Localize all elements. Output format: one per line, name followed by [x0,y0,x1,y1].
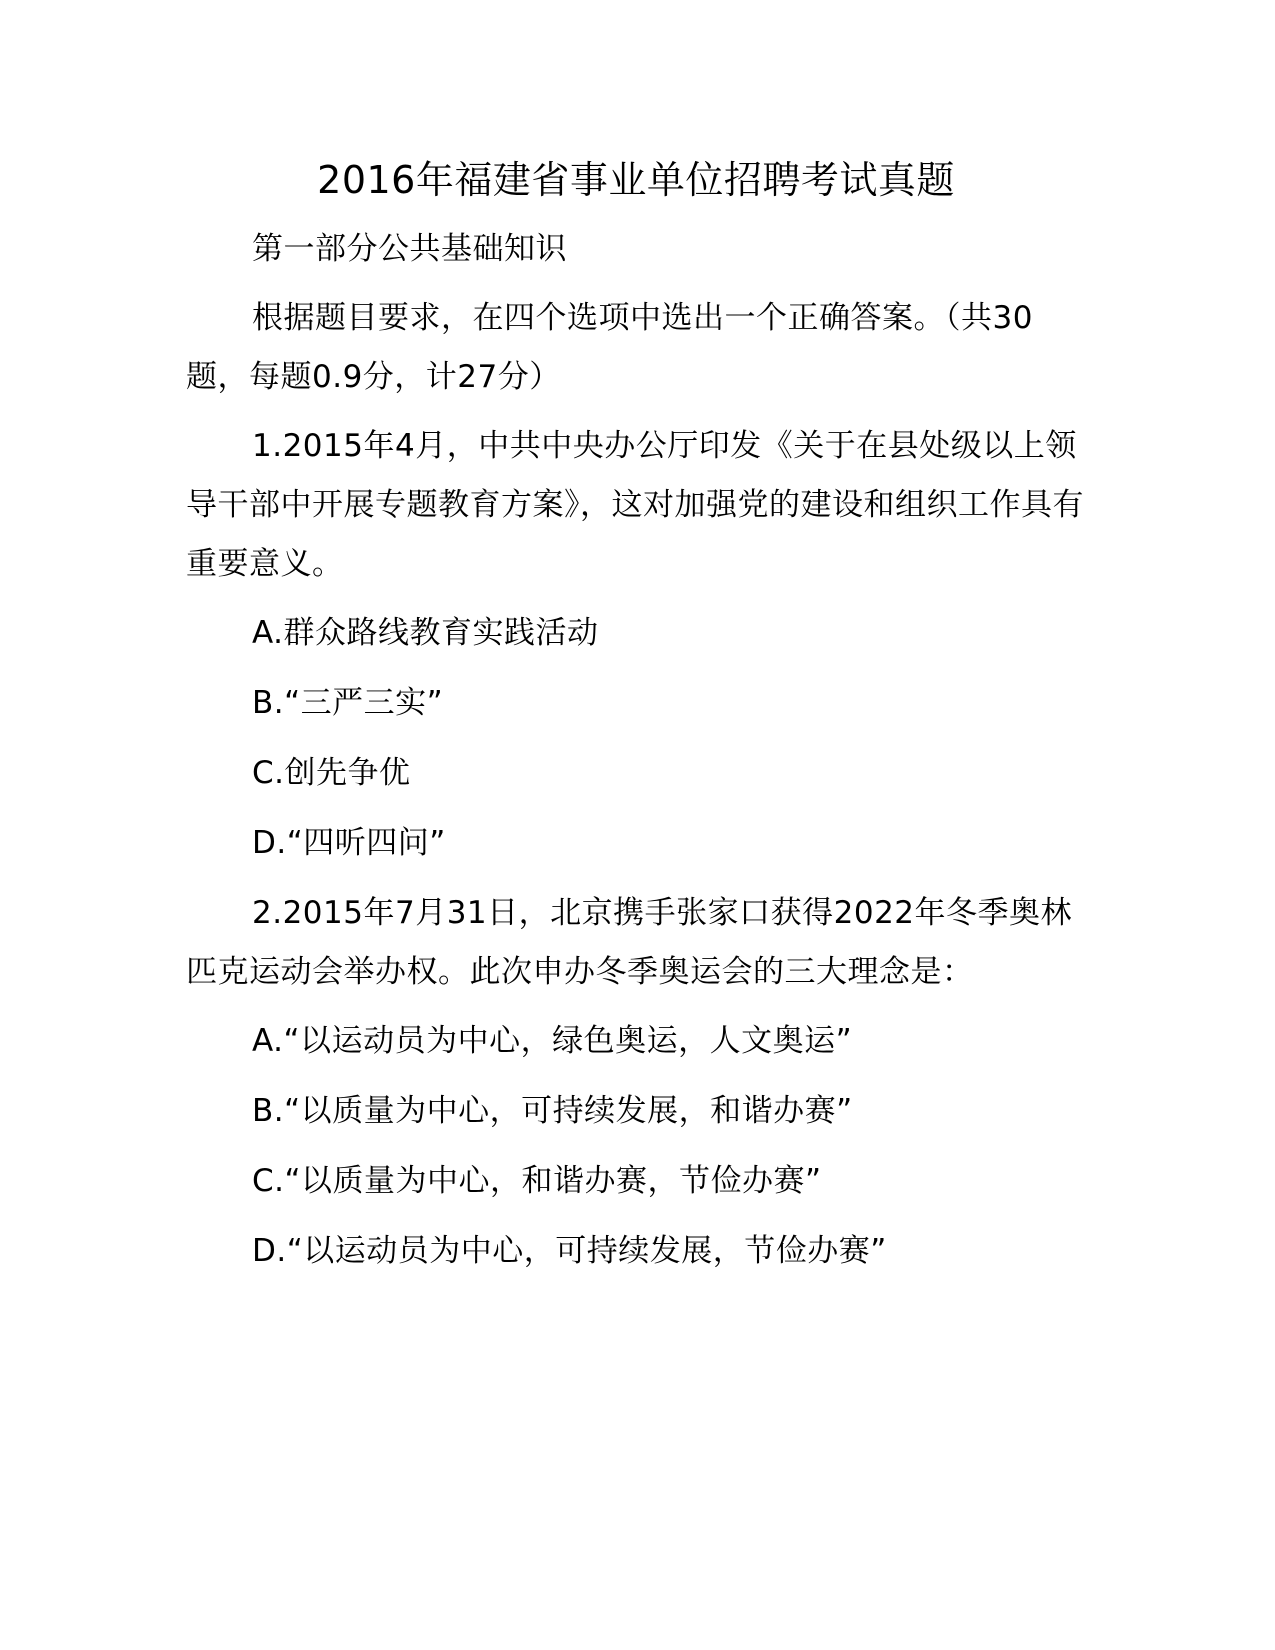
section-heading: 第一部分公共基础知识 [252,231,567,267]
document-page [186,150,1086,1292]
option-d: D.“以运动员为中心，可持续发展，节俭办赛” [252,1233,887,1269]
option-c: C.创先争优 [252,755,411,791]
option-d: D.“四听四问” [252,825,446,861]
question-1 [186,417,1086,873]
option-b: B.“以质量为中心，可持续发展，和谐办赛” [252,1093,853,1129]
question-2 [186,884,1086,1281]
option-b: B.“三严三实” [252,685,444,721]
question-stem: 2.2015年7月31日，北京携手张家口获得2022年冬季奥林匹克运动会举办权。此次申办冬季奥运会的三大理念是： [186,895,1073,990]
document-title: 2016年福建省事业单位招聘考试真题 [317,158,955,202]
option-a: A.“以运动员为中心，绿色奥运，人文奥运” [252,1023,853,1059]
option-c: C.“以质量为中心，和谐办赛，节俭办赛” [252,1163,822,1199]
question-stem: 1.2015年4月，中共中央办公厅印发《关于在县处级以上领导干部中开展专题教育方案》，这对加强党的建设和组织工作具有重要意义。 [186,428,1084,582]
option-a: A.群众路线教育实践活动 [252,615,599,651]
instruction-text: 根据题目要求，在四个选项中选出一个正确答案。（共30题，每题0.9分，计27分） [186,300,1033,395]
